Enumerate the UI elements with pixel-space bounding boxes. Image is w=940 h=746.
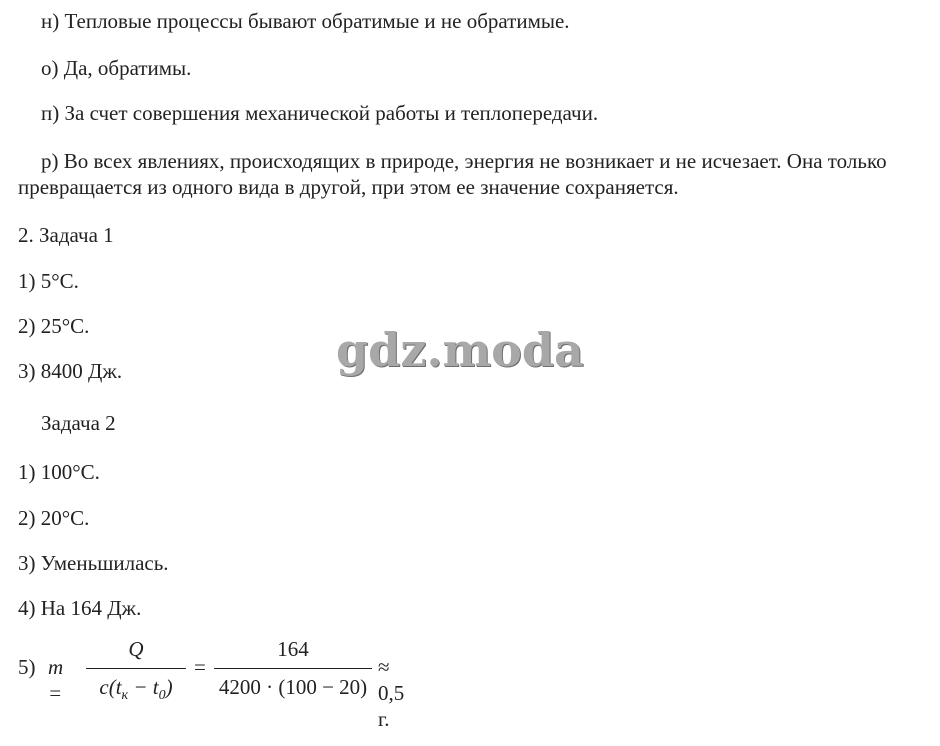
fraction-denominator-c: $c(t_к - t_0)$: [99, 675, 173, 703]
fraction-numerator-q: Q: [128, 637, 144, 661]
task2-answer-4: 4) На 164 Дж.: [18, 596, 142, 620]
formula-result: ≈ 0,5 г.: [378, 655, 405, 731]
formula-number: 5): [18, 655, 36, 679]
task1-answer-2: 2) 25°C.: [18, 314, 90, 338]
task2-answer-2: 2) 20°C.: [18, 506, 90, 530]
formula-lhs: m =: [48, 655, 64, 705]
task2-answer-1: 1) 100°C.: [18, 460, 100, 484]
answer-r: р) Во всех явлениях, происходящих в природе, энергия не возникает и не исчезает. Она только превращается из одного вида в другой, при этом ее значение сохраняется.: [18, 149, 887, 199]
task1-title: 2. Задача 1: [18, 223, 114, 247]
answer-n: н) Тепловые процессы бывают обратимые и не обратимые.: [41, 9, 570, 33]
task1-answer-3: 3) 8400 Дж.: [18, 359, 123, 383]
task2-answer-3: 3) Уменьшилась.: [18, 551, 169, 575]
formula-equals: =: [194, 655, 206, 679]
watermark-logo: gdz.moda: [336, 323, 584, 377]
answer-p: п) За счет совершения механической работы и теплопередачи.: [41, 101, 599, 125]
fraction-bar: [86, 668, 186, 669]
fraction-bar: [214, 668, 372, 669]
fraction-denominator-numeric: 4200 · (100 − 20): [218, 675, 368, 699]
task2-title: Задача 2: [41, 411, 116, 435]
answer-o: о) Да, обратимы.: [41, 56, 192, 80]
task1-answer-1: 1) 5°C.: [18, 269, 79, 293]
fraction-numerator-164: 164: [277, 637, 309, 661]
